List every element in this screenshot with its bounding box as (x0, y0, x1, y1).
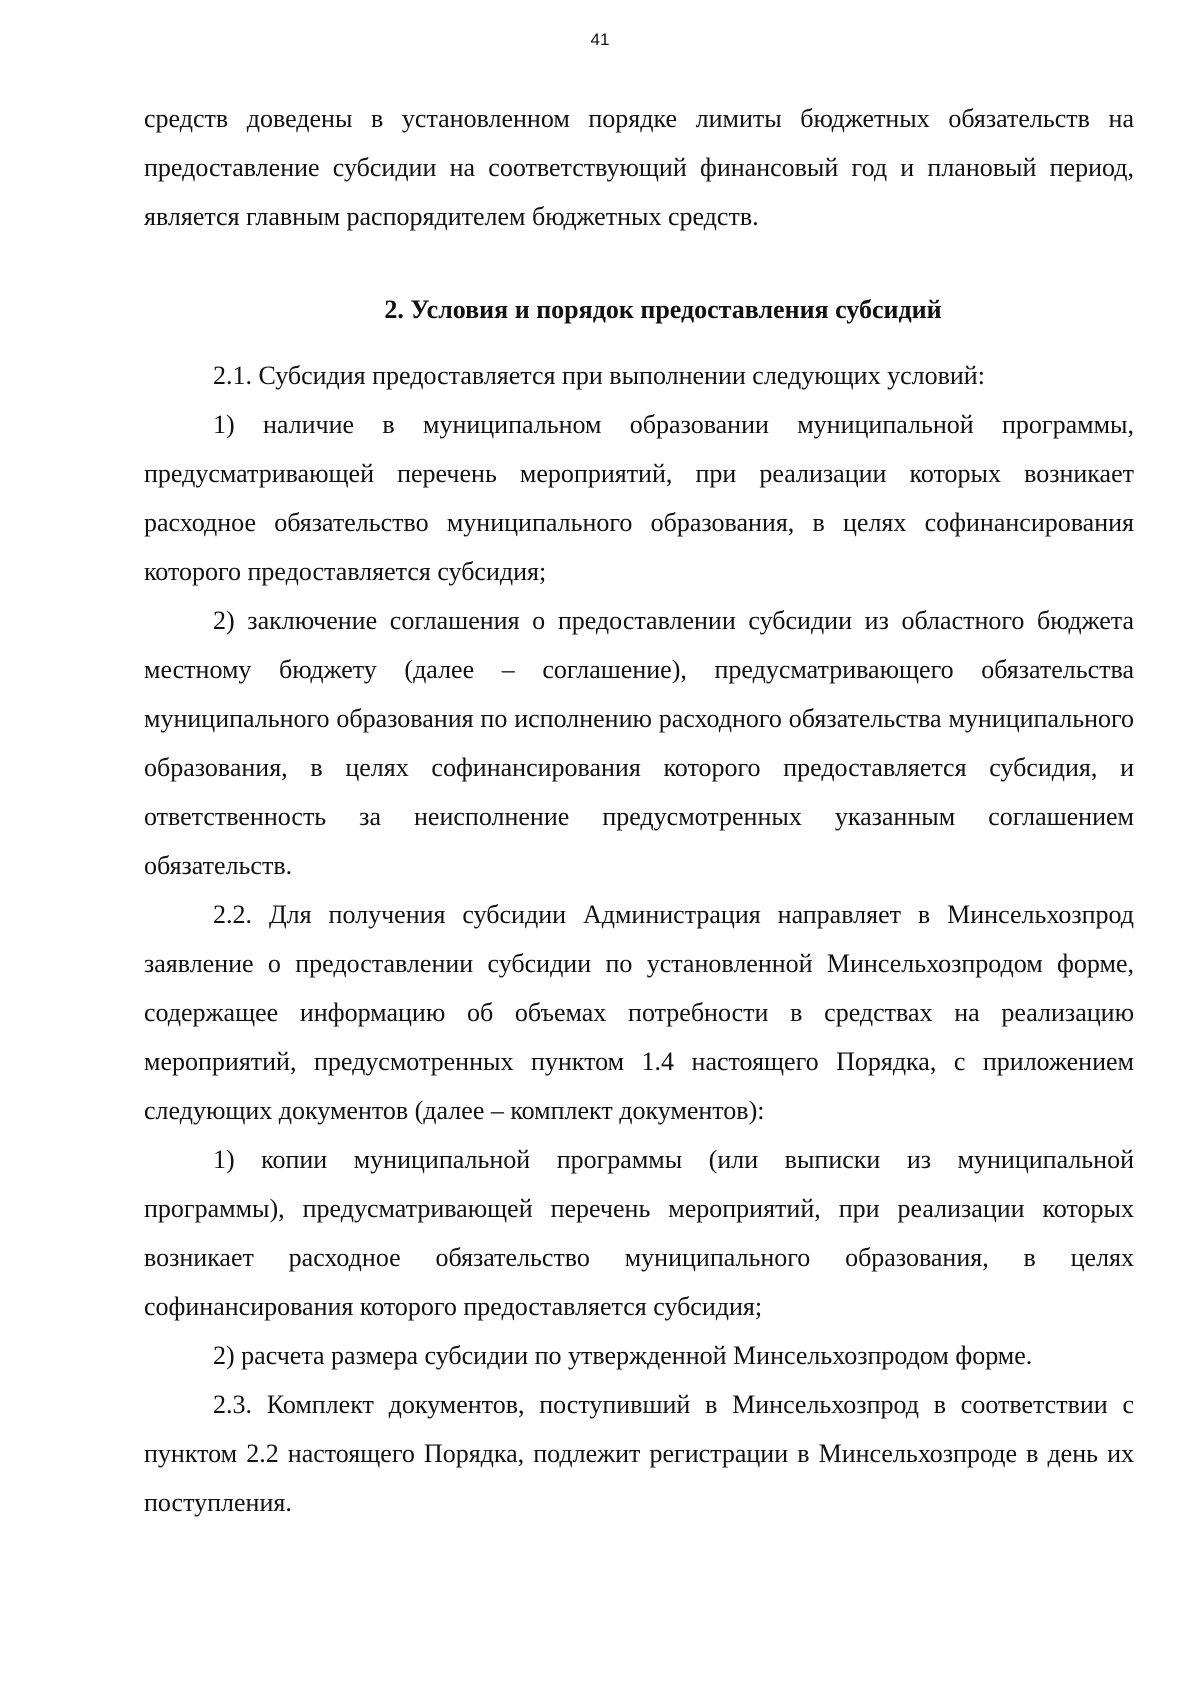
paragraph-2-1-item-1: 1) наличие в муниципальном образовании муниципальной программы, предусматривающей перечень мероприятий, при реализации которых возникает расходное обязательство муниципального образования, в целях софинансирования которого предоставляется субсидия; (144, 410, 1134, 586)
document-body (144, 94, 1134, 1527)
paragraph-2-2-item-1: 1) копии муниципальной программы (или выписки из муниципальной программы), предусматривающей перечень мероприятий, при реализации которых возникает расходное обязательство муниципального образования, в целях софинансирования которого предоставляется субсидия; (144, 1145, 1134, 1321)
paragraph-2-2-item-2: 2) расчета размера субсидии по утвержденной Минсельхозпродом форме. (213, 1341, 1033, 1370)
paragraph-2-1-item-2: 2) заключение соглашения о предоставлении субсидии из областного бюджета местному бюджету (далее – соглашение), предусматривающего обязательства муниципального образования по исполнению расходного обязательства муниципального образования, в целях софинансирования которого предоставляется субсидия, и ответственность за неисполнение предусмотренных указанным соглашением обязательств. (144, 606, 1134, 880)
page-number: 41 (590, 30, 610, 49)
paragraph-2-2: 2.2. Для получения субсидии Администрация направляет в Минсельхозпрод заявление о предоставлении субсидии по установленной Минсельхозпродом форме, содержащее информацию об объемах потребности в средствах на реализацию мероприятий, предусмотренных пунктом 1.4 настоящего Порядка, с приложением следующих документов (далее – комплект документов): (144, 900, 1134, 1125)
paragraph-2-1: 2.1. Субсидия предоставляется при выполнении следующих условий: (213, 361, 985, 390)
paragraph-2-3: 2.3. Комплект документов, поступивший в Минсельхозпрод в соответствии с пунктом 2.2 настоящего Порядка, подлежит регистрации в Минсельхозпроде в день их поступления. (144, 1390, 1134, 1517)
intro-paragraph: средств доведены в установленном порядке лимиты бюджетных обязательств на предоставление субсидии на соответствующий финансовый год и плановый период, является главным распорядителем бюджетных средств. (144, 104, 1134, 231)
section-heading: 2. Условия и порядок предоставления субсидий (384, 295, 942, 324)
